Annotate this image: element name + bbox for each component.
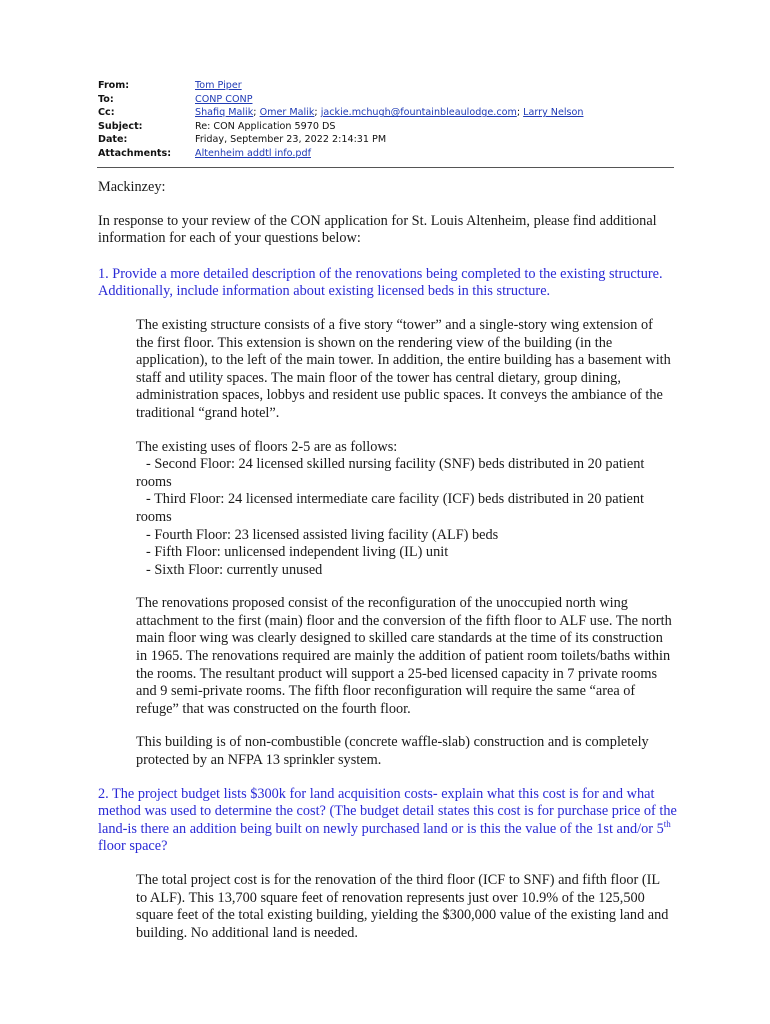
email-body (98, 179, 678, 942)
attachments-label: Attachments: (98, 147, 172, 159)
cc-row (98, 106, 673, 120)
to-link[interactable]: CONP CONP (195, 93, 253, 105)
cc-separator: ; (516, 107, 524, 119)
floor-use-item: - Sixth Floor: currently unused (146, 561, 323, 578)
to-row (98, 93, 673, 107)
answer-1-paragraph-1: The existing structure consists of a five story “tower” and a single-story wing extension of the first floor. This extension is shown on the rendering view of the building (in the application), to the left of the main tower. In addition, the entire building has a basement with staff and utility spaces. The main floor of the tower has central dietary, group dining, administration spaces, lobbys and resident use public spaces. It conveys the ambiance of the traditional “grand hotel”. (136, 316, 671, 421)
floor-uses-intro: The existing uses of floors 2-5 are as follows: (136, 438, 398, 455)
subject-value: Re: CON Application 5970 DS (195, 120, 336, 132)
cc-label: Cc: (98, 107, 115, 119)
cc-separator: ; (314, 107, 321, 119)
from-link[interactable]: Tom Piper (195, 80, 242, 91)
from-label: From: (98, 80, 130, 91)
attachments-row (98, 147, 673, 161)
email-header (98, 79, 673, 161)
cc-link-3[interactable]: jackie.mchugh@fountainbleaulodge.com (320, 107, 517, 119)
floor-use-item: - Fifth Floor: unlicensed independent living (IL) unit (146, 544, 449, 561)
header-divider (97, 167, 674, 168)
cc-link-2[interactable]: Omer Malik (259, 107, 315, 119)
question-1: 1. Provide a more detailed description of the renovations being completed to the existing structure. Additionally, include information about existing licensed beds in this structure. (98, 265, 663, 300)
from-row (98, 79, 673, 93)
cc-link-1[interactable]: Shafiq Malik (195, 107, 254, 119)
date-label: Date: (98, 134, 128, 146)
date-row (98, 133, 673, 147)
answer-1-paragraph-3: The renovations proposed consist of the reconfiguration of the unoccupied north wing attachment to the first (main) floor and the conversion of the fifth floor to ALF use. The north main floor wing was clearly designed to skilled care standards at the time of its construction in 1965. The renovations required are mainly the addition of patient room toilets/baths within the rooms. The resultant product will support a 25-bed licensed capacity in 7 private rooms and 9 semi-private rooms. The fifth floor reconfiguration will require the same “area of refuge” that was constructed on the fourth floor. (136, 595, 672, 717)
superscript-th: th (663, 819, 671, 830)
cc-list (195, 106, 584, 120)
floor-use-item: - Second Floor: 24 licensed skilled nursing facility (SNF) beds distributed in 20 patient rooms (136, 456, 645, 490)
floor-use-item: - Fourth Floor: 23 licensed assisted living facility (ALF) beds (146, 526, 499, 543)
cc-link-4[interactable]: Larry Nelson (523, 107, 584, 119)
floor-uses-list (136, 439, 672, 580)
subject-row (98, 120, 673, 134)
date-value: Friday, September 23, 2022 2:14:31 PM (195, 134, 387, 146)
answer-2: The total project cost is for the renovation of the third floor (ICF to SNF) and fifth floor (IL to ALF). This 13,700 square feet of renovation represents just over 10.9% of the 125,500 square feet of the total existing building, yielding the $300,000 value of the existing land and building. No additional land is needed. (136, 872, 669, 941)
question-2: 2. The project budget lists $300k for land acquisition costs- explain what this cost is for and what method was used to determine the cost? (The budget detail states this cost is for purchase price of the land-is there an addition being built on newly purchased land or is this the value of the 1st and/or 5th floor space? (98, 785, 677, 855)
intro-paragraph: In response to your review of the CON application for St. Louis Altenheim, please find additional information for each of your questions below: (98, 212, 657, 247)
subject-label: Subject: (98, 120, 143, 132)
floor-use-item: - Third Floor: 24 licensed intermediate care facility (ICF) beds distributed in 20 patient rooms (136, 491, 645, 525)
to-label: To: (98, 93, 114, 105)
cc-separator: ; (253, 107, 260, 119)
attachment-link[interactable]: Altenheim addtl info.pdf (195, 147, 311, 159)
answer-1-paragraph-4: This building is of non-combustible (concrete waffle-slab) construction and is completely protected by an NFPA 13 sprinkler system. (136, 734, 649, 769)
greeting: Mackinzey: (98, 179, 166, 195)
